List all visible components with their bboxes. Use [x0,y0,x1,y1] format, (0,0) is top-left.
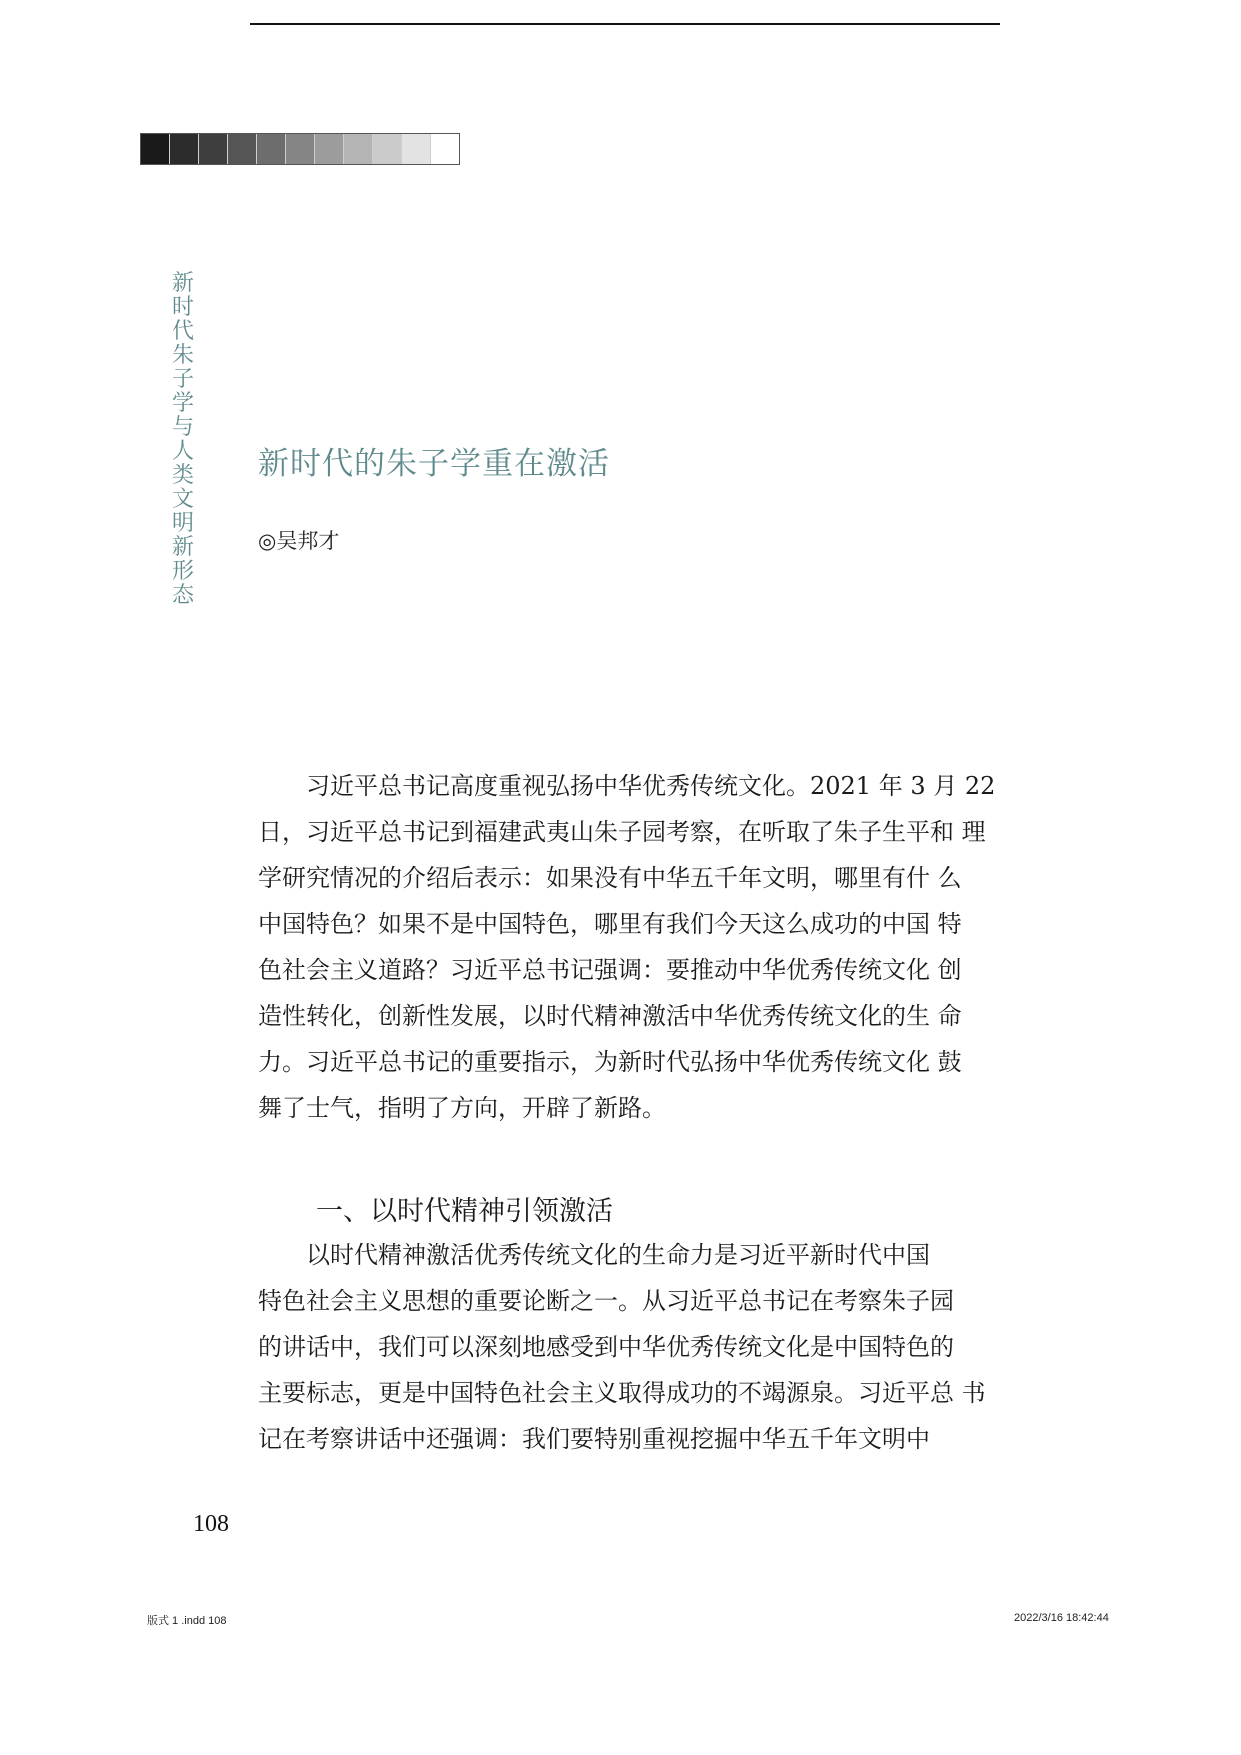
print-slug-file: 版式 1 .indd 108 [147,1615,227,1627]
text-line: 力。习近平总书记的重要指示，为新时代弘扬中华优秀传统文化 鼓 [258,1048,962,1076]
color-swatch [431,134,459,164]
article-title: 新时代的朱子学重在激活 [258,446,610,482]
text-line: 记在考察讲话中还强调：我们要特别重视挖掘中华五千年文明中 [258,1425,930,1453]
color-registration-strip [140,133,460,165]
color-swatch [199,134,228,164]
page-number: 108 [193,1511,229,1537]
text-line: 色社会主义道路？习近平总书记强调：要推动中华优秀传统文化 创 [258,956,962,984]
text-line: 主要标志，更是中国特色社会主义取得成功的不竭源泉。习近平总 书 [258,1379,986,1407]
color-swatch [344,134,373,164]
text-line: 中国特色？如果不是中国特色，哪里有我们今天这么成功的中国 特 [258,910,962,938]
color-swatch [373,134,402,164]
color-swatch [257,134,286,164]
print-slug-timestamp: 2022/3/16 18:42:44 [1014,1612,1109,1624]
text-line: 以时代精神激活优秀传统文化的生命力是习近平新时代中国 [258,1241,930,1269]
top-rule [250,23,1000,25]
text-line: 习近平总书记高度重视弘扬中华优秀传统文化。2021 年 3 月 22 [258,772,996,800]
section-heading: 一、以时代精神引领激活 [316,1196,613,1227]
text-line: 的讲话中，我们可以深刻地感受到中华优秀传统文化是中国特色的 [258,1333,954,1361]
color-swatch [315,134,344,164]
text-line: 日，习近平总书记到福建武夷山朱子园考察，在听取了朱子生平和 理 [258,818,986,846]
column-title-vertical: 新时代朱子学与人类文明新形态 [171,271,194,608]
article-author: ◎吴邦才 [258,529,340,553]
color-swatch [170,134,199,164]
text-line: 特色社会主义思想的重要论断之一。从习近平总书记在考察朱子园 [258,1287,954,1315]
text-line: 造性转化，创新性发展，以时代精神激活中华优秀传统文化的生 命 [258,1002,962,1030]
color-swatch [141,134,170,164]
text-line: 舞了士气，指明了方向，开辟了新路。 [258,1094,666,1122]
color-swatch [402,134,431,164]
color-swatch [286,134,315,164]
color-swatch [228,134,257,164]
text-line: 学研究情况的介绍后表示：如果没有中华五千年文明，哪里有什 么 [258,864,962,892]
